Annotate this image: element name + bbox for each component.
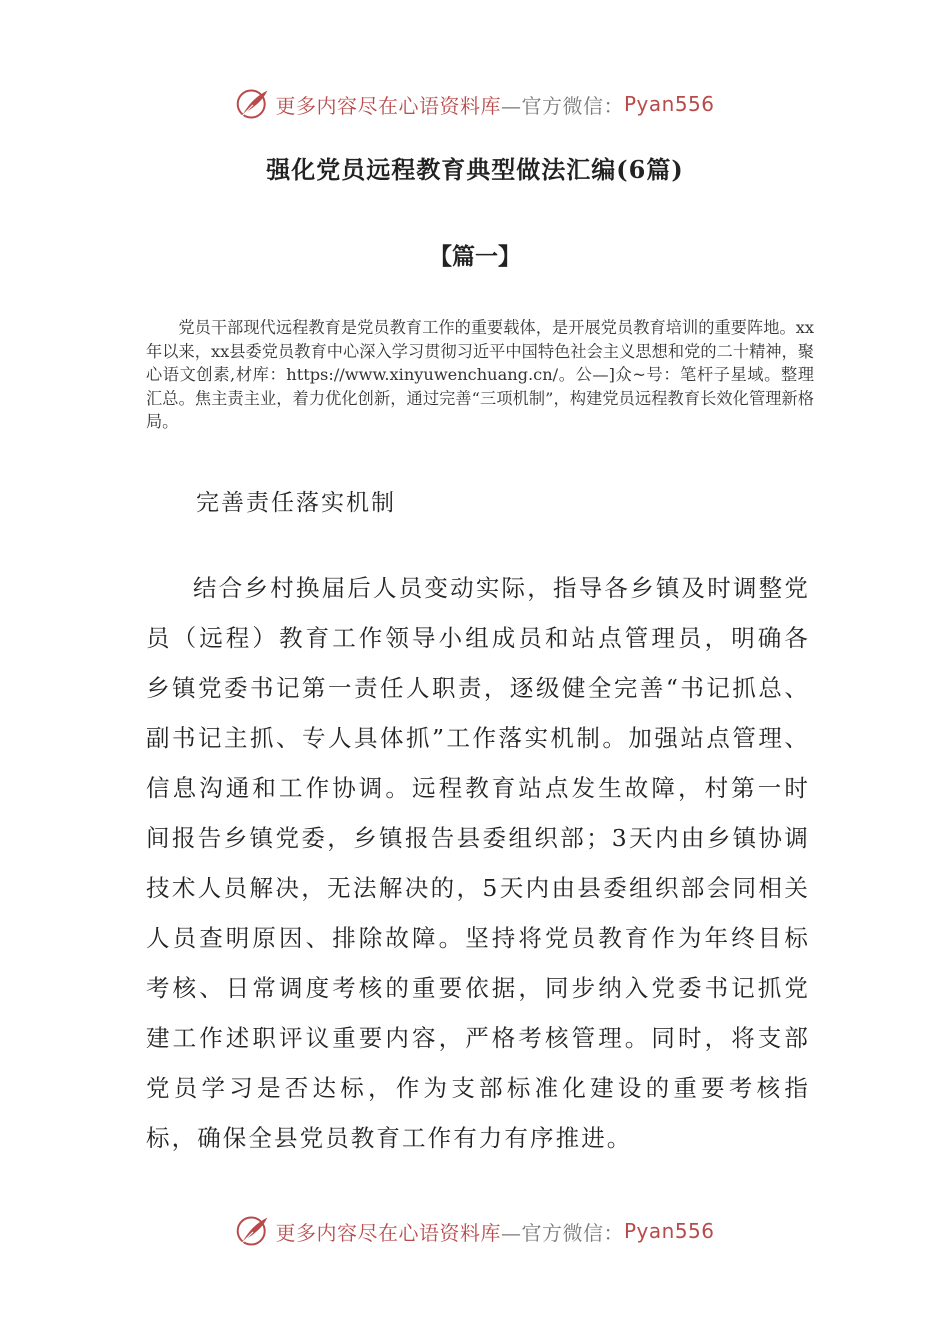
watermark-wechat-id: Pyan556 [623, 1219, 715, 1243]
watermark-wechat-id: Pyan556 [623, 92, 715, 116]
watermark-grey-text: —官方微信： [500, 1220, 624, 1245]
watermark-banner-bottom [0, 1211, 950, 1251]
watermark-red-text: 更多内容尽在心语资料库 [275, 1220, 501, 1245]
watermark-grey-text: —官方微信： [500, 93, 624, 118]
document-title: 强化党员远程教育典型做法汇编(6篇) [266, 155, 684, 184]
watermark-red-text: 更多内容尽在心语资料库 [275, 93, 501, 118]
section-heading: 【篇一】 [429, 243, 521, 270]
intro-paragraph: 党员干部现代远程教育是党员教育工作的重要载体，是开展党员教育培训的重要阵地。xx年以来，xx县委党员教育中心深入学习贯彻习近平中国特色社会主义思想和党的二十精神，聚心语文创素,材库：https://www.xinyuwenchuang.cn/。公—]众~号：笔杆子星域。整理汇总。焦主责主业，着力优化创新，通过完善“三项机制”，构建党员远程教育长效化管理新格局。 [146, 318, 814, 432]
feather-quill-logo-icon [235, 86, 271, 122]
feather-quill-logo-icon [235, 1213, 271, 1249]
watermark-banner-top [0, 84, 950, 124]
subheading: 完善责任落实机制 [196, 490, 396, 516]
body-paragraph: 结合乡村换届后人员变动实际，指导各乡镇及时调整党员（远程）教育工作领导小组成员和站点管理员，明确各乡镇党委书记第一责任人职责，逐级健全完善“书记抓总、副书记主抓、专人具体抓”工作落实机制。加强站点管理、信息沟通和工作协调。远程教育站点发生故障，村第一时间报告乡镇党委，乡镇报告县委组织部；3天内由乡镇协调技术人员解决，无法解决的，5天内由县委组织部会同相关人员查明原因、排除故障。坚持将党员教育作为年终目标考核、日常调度考核的重要依据，同步纳入党委书记抓党建工作述职评议重要内容，严格考核管理。同时，将支部党员学习是否达标，作为支部标准化建设的重要考核指标，确保全县党员教育工作有力有序推进。 [146, 574, 810, 1152]
